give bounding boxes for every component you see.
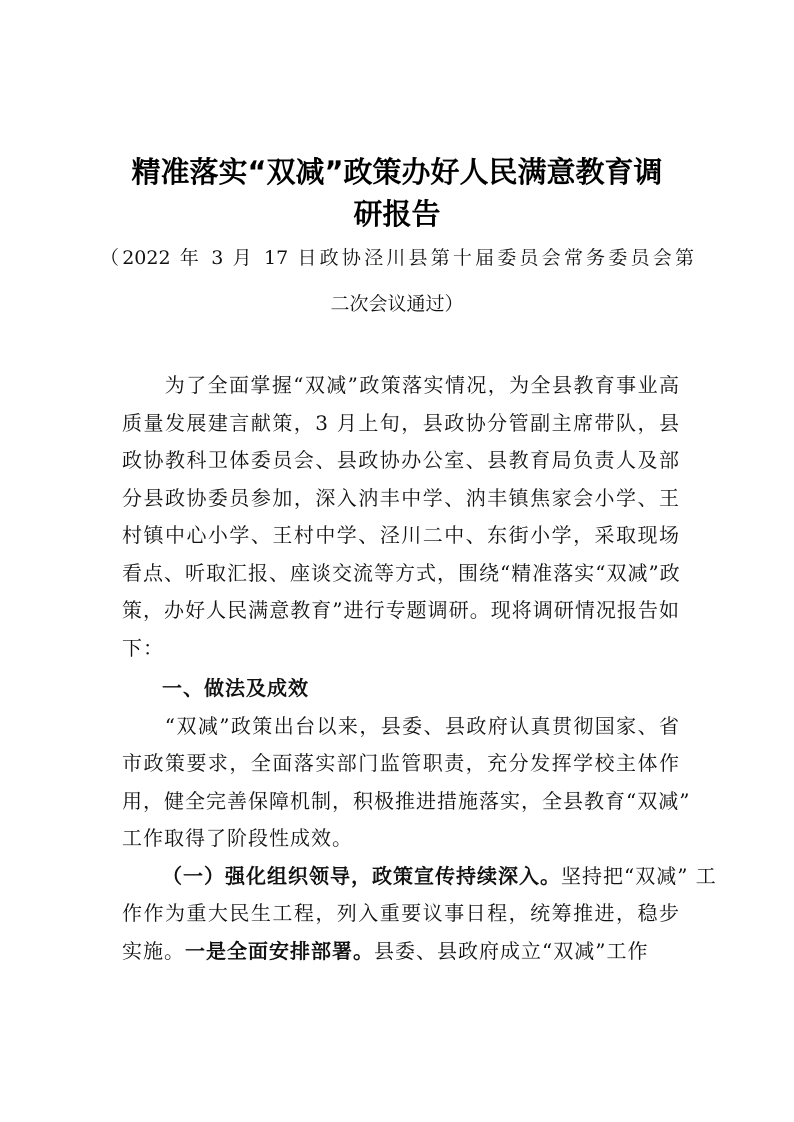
subsection-text: 实施。 [122,939,185,963]
subsection-line3 [122,938,680,964]
section-para-line: 用，健全完善保障机制，积极推进措施落实，全县教育“双减” [122,789,691,813]
intro-line: 质量发展建言献策，3 月上旬，县政协分管副主席带队，县 [122,411,680,435]
intro-line: 下： [122,636,164,660]
subtitle-line2: 二次会议通过） [330,293,464,315]
subtitle-line1: （2022 年 3 月 17 日政协泾川县第十届委员会常务委员会第 [100,247,694,269]
section-para-line: 市政策要求，全面落实部门监管职责，充分发挥学校主体作 [122,751,680,775]
section-para-line: “双减”政策出台以来，县委、县政府认真贯彻国家、省 [122,714,680,738]
section-heading: 一、做法及成效 [162,676,309,700]
subsection-bold-lead: 一是全面安排部署。 [185,939,374,963]
intro-line: 为了全面掌握“双减”政策落实情况，为全县教育事业高 [122,373,680,397]
intro-line: 政协教科卫体委员会、县政协办公室、县教育局负责人及部 [122,448,680,472]
subsection-line2: 作作为重大民生工程，列入重要议事日程，统筹推进，稳步 [122,901,680,925]
subsection-heading: （一）强化组织领导，政策宣传持续深入。 [162,864,561,888]
subsection-line1 [162,863,717,889]
document-title-line2: 研报告 [353,197,441,231]
intro-line: 分县政协委员参加，深入汭丰中学、汭丰镇焦家会小学、王 [122,486,680,510]
section-para-line: 工作取得了阶段性成效。 [122,826,353,850]
subsection-text: 坚持把“双减” 工 [561,864,717,888]
subsection-text: 县委、县政府成立“双减”工作 [374,939,649,963]
intro-line: 村镇中心小学、王村中学、泾川二中、东街小学，采取现场 [122,523,680,547]
intro-line: 看点、听取汇报、座谈交流等方式，围绕“精准落实“双减”政 [122,561,681,585]
document-title-line1: 精准落实“双减”政策办好人民满意教育调 [131,155,663,189]
intro-line: 策，办好人民满意教育”进行专题调研。现将调研情况报告如 [122,598,680,622]
